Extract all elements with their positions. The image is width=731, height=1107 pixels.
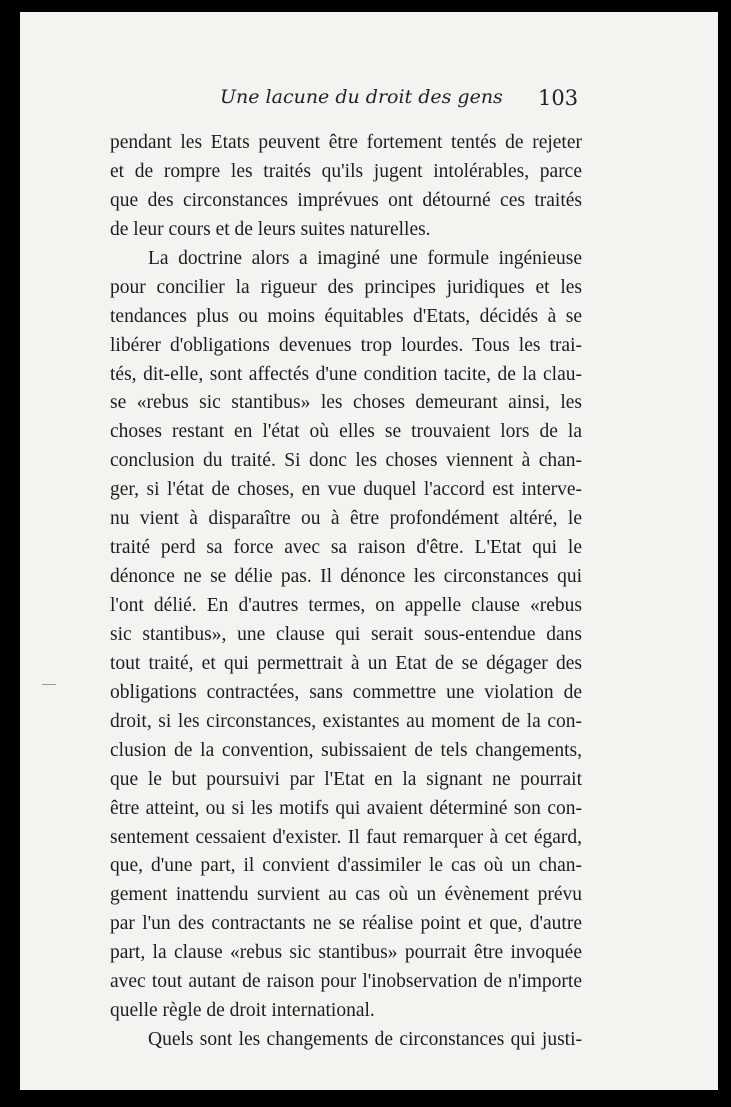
text-line: se «rebus sic stantibus» les choses demeurant ainsi, les: [110, 392, 582, 414]
text-line: par l'un des contractants ne se réalise point et que, d'autre: [110, 913, 582, 935]
text-line: pendant les Etats peuvent être fortement tentés de rejeter: [110, 132, 582, 153]
text-line: gement inattendu survient au cas où un évènement prévu: [110, 884, 582, 906]
text-line: nu vient à disparaître ou à être profondément altéré, le: [110, 508, 582, 530]
text-line: pour concilier la rigueur des principes juridiques et les: [110, 276, 582, 298]
running-title: Une lacune du droit des gens: [220, 86, 503, 108]
text-line: tout traité, et qui permettrait à un Etat de se dégager des: [110, 652, 582, 674]
text-line: La doctrine alors a imaginé une formule ingénieuse: [148, 247, 582, 269]
text-line: part, la clause «rebus sic stantibus» pourrait être invoquée: [110, 942, 582, 964]
text-line: être atteint, ou si les motifs qui avaient déterminé son con-: [110, 797, 582, 819]
running-head: [110, 86, 590, 114]
text-line: sic stantibus», une clause qui serait sous-entendue dans: [110, 623, 582, 645]
text-line: traité perd sa force avec sa raison d'être. L'Etat qui le: [110, 537, 582, 559]
text-line: Quels sont les changements de circonstances qui justi-: [148, 1029, 582, 1051]
text-line: quelle règle de droit international.: [110, 1000, 375, 1022]
text-line: l'ont délié. En d'autres termes, on appelle clause «rebus: [110, 595, 582, 616]
text-line: choses restant en l'état où elles se trouvaient lors de la: [110, 421, 582, 443]
text-line: avec tout autant de raison pour l'inobservation de n'importe: [110, 971, 582, 993]
text-line: libérer d'obligations devenues trop lourdes. Tous les trai-: [110, 334, 582, 356]
text-line: obligations contractées, sans commettre une violation de: [110, 681, 582, 703]
page-number: 103: [538, 86, 579, 110]
text-line: et de rompre les traités qu'ils jugent intolérables, parce: [110, 160, 582, 182]
text-line: ger, si l'état de choses, en vue duquel l'accord est interve-: [110, 479, 582, 501]
text-line: que le but poursuivi par l'Etat en la signant ne pourrait: [110, 768, 582, 790]
body-text: [110, 129, 582, 1055]
text-line: droit, si les circonstances, existantes au moment de la con-: [110, 710, 582, 732]
text-line: tés, dit-elle, sont affectés d'une condition tacite, de la clau-: [110, 363, 582, 385]
text-line: de leur cours et de leurs suites naturelles.: [110, 218, 431, 240]
text-line: que, d'une part, il convient d'assimiler le cas où un chan-: [110, 855, 582, 877]
text-line: que des circonstances imprévues ont détourné ces traités: [110, 189, 582, 211]
text-line: clusion de la convention, subissaient de tels changements,: [110, 739, 582, 761]
text-line: dénonce ne se délie pas. Il dénonce les circonstances qui: [110, 566, 582, 588]
book-page: [20, 12, 718, 1090]
text-line: tendances plus ou moins équitables d'Etats, décidés à se: [110, 305, 582, 327]
margin-mark: [42, 684, 56, 685]
text-line: sentement cessaient d'exister. Il faut remarquer à cet égard,: [110, 826, 582, 848]
text-line: conclusion du traité. Si donc les choses viennent à chan-: [110, 450, 582, 472]
